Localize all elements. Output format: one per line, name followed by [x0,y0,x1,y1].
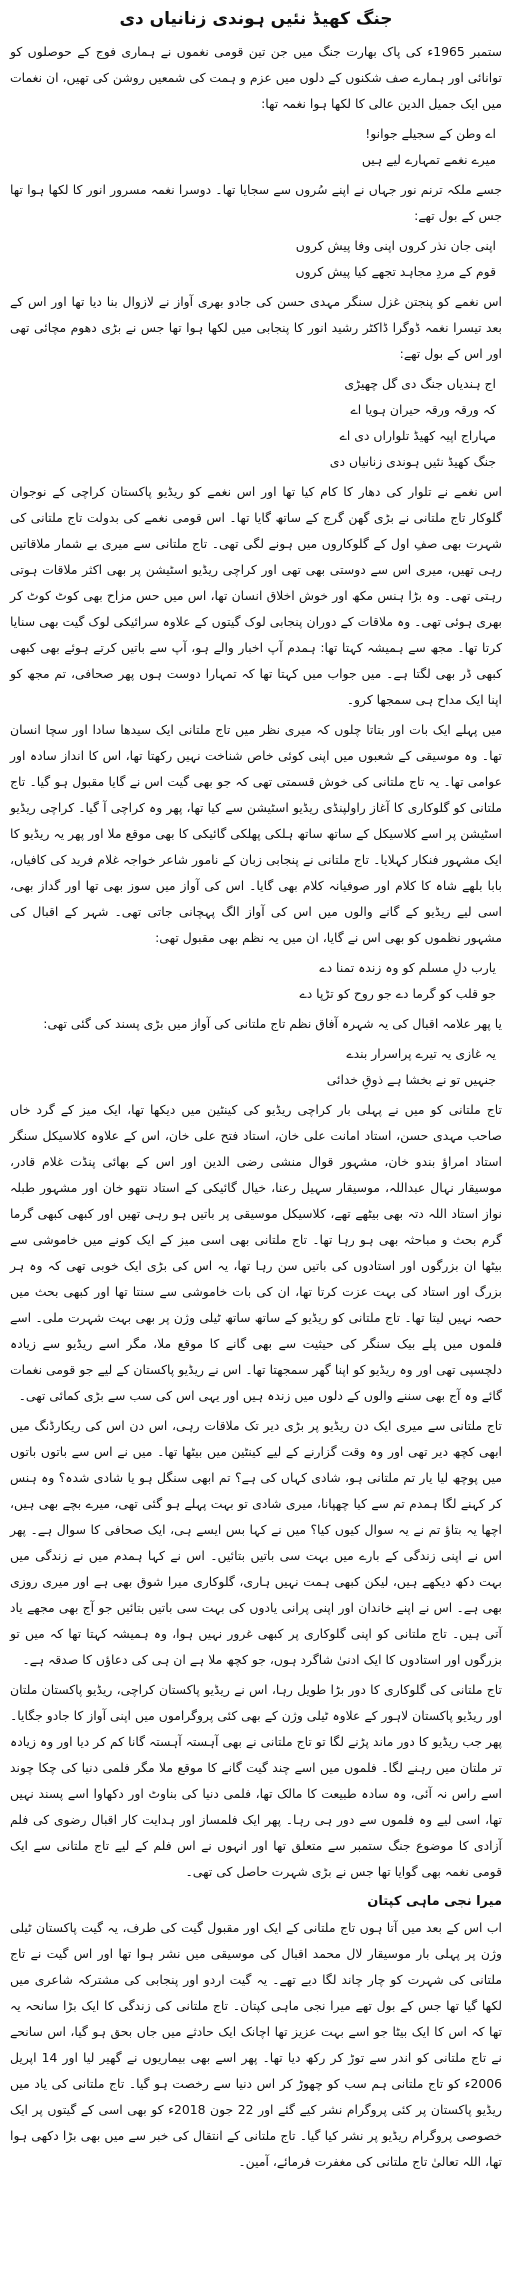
paragraph-10: اب اس کے بعد میں آتا ہوں تاج ملتانی کے ایک اور مقبول گیت کی طرف، یہ گیت پاکستان ٹیلی وژن پر پہلی بار موسیقار لال محمد اقبال کی موسیقی میں نشر ہوا تھا اور اس گیت نے تاج ملتانی کی شہرت کو چار چاند لگا دیے تھے۔ یہ گیت اردو اور پنجابی کی مشترکہ شاعری میں لکھا گیا تھا جس کے بول تھے میرا نجی ماہی کپتان۔ تاج ملتانی کی زندگی کا ایک بڑا سانحہ یہ تھا کہ اس کا ایک بیٹا جو اسے بہت عزیز تھا اچانک ایک حادثے میں جاں بحق ہو گیا، اس سانحے نے تاج ملتانی کو اندر سے توڑ کر رکھ دیا تھا۔ پھر اسے بھی بیماریوں نے گھیر لیا اور 14 اپریل 2006ء کو تاج ملتانی ہم سب کو چھوڑ کر اس دنیا سے رخصت ہو گیا۔ تاج ملتانی کی یاد میں ریڈیو پاکستان پر کئی پروگرام نشر کیے گئے اور 22 جون 2018ء کو بھی اسی کے گیتوں پر ایک خصوصی پروگرام ریڈیو پر نشر کیا گیا۔ تاج ملتانی کے انتقال کی خبر سے میں بھی بڑا دکھی ہوا تھا، اللہ تعالیٰ تاج ملتانی کی مغفرت فرمائے، آمین۔ [10,1920,503,2169]
verse-line: جو قلب کو گرما دے جو روح کو تڑپا دے [299,986,496,1001]
verse-line: یارب دلِ مسلم کو وہ زندہ تمنا دے [319,960,496,975]
sub-heading: میرا نجی ماہی کپتان [367,1894,502,1909]
article-title: جنگ کھیڈ نئیں ہوندی زنانیاں دی [119,9,393,29]
paragraph-6: یا پھر علامہ اقبال کی یہ شہرہ آفاق نظم تاج ملتانی کی آواز میں بڑی پسند کی گئی تھی: [43,1016,502,1031]
verse-line: اج ہندیاں جنگ دی گل چھیڑی [344,376,496,391]
paragraph-4: اس نغمے نے تلوار کی دھار کا کام کیا تھا اور اس نغمے کو ریڈیو پاکستان کراچی کے نوجوان گلوکار تاج ملتانی نے بڑی گھن گرج کے ساتھ گایا تھا۔ اس قومی نغمے کی بدولت تاج ملتانی کی شہرت بھی صفِ اول کے گلوکاروں میں ہونے لگی تھی۔ تاج ملتانی سے میری بے شمار ملاقاتیں رہی تھیں، میری اس سے دوستی بھی تھی اور کراچی ریڈیو اسٹیشن پر بھی اکثر ملاقات ہوتی رہتی تھی۔ وہ بڑا ہنس مکھ اور خوش اخلاق انسان تھا، اس میں حس مزاح بھی کوٹ کوٹ کر بھری ہوئی تھی۔ وہ ملاقات کے دوران پنجابی لوک گیتوں کے علاوہ سرائیکی لوک گیت بھی سنایا کرتا تھا۔ مجھ سے ہمیشہ کہتا تھا: ہمدم آپ اخبار والے ہو، آپ سے باتیں کرتے ہوئے بھی کبھی کبھی ڈر بھی لگتا ہے۔ میں جواب میں کہتا تھا کہ تمہارا دوست ہوں پھر صحافی، تم مجھ کو اپنا ایک مداح ہی سمجھا کرو۔ [10,484,502,707]
verse-block-3 [10,371,502,475]
paragraph-9: تاج ملتانی کی گلوکاری کا دور بڑا طویل رہا، اس نے ریڈیو پاکستان کراچی، ریڈیو پاکستان ملتان اور ریڈیو پاکستان لاہور کے علاوہ ٹیلی وژن کے بھی کئی پروگراموں میں اپنی آواز کا جادو جگایا۔ پھر جب ریڈیو کا دور ماند پڑنے لگا تو تاج ملتانی نے بھی آہستہ آہستہ گانا کم کر دیا اور وہ زیادہ تر ملتان میں رہنے لگا۔ فلموں میں اسے چند گیت گانے کا موقع ملا مگر فلمی دنیا کی چکا چوند اسے راس نہ آئی، وہ سادہ طبیعت کا مالک تھا، فلمی دنیا کی بناوٹ اور دکھاوا اسے پسند نہیں تھا، اسی لیے وہ فلموں سے دور ہی رہا۔ پھر ایک فلمساز اور ہدایت کار اقبال رضوی کی فلم آزادی کا موضوع جنگ ستمبر سے متعلق تھا اور انہوں نے اس فلم کے لیے تاج ملتانی سے ایک قومی نغمہ بھی گوایا تھا جس نے بڑی شہرت حاصل کی تھی۔ [10,1682,502,1879]
paragraph-7: تاج ملتانی کو میں نے پہلی بار کراچی ریڈیو کی کینٹین میں دیکھا تھا، ایک میز کے گرد خاں صاحب مہدی حسن، استاد امانت علی خان، استاد فتح علی خان، اس کے علاوہ کلاسیکل سنگر استاد امراؤ بندو خان، مشہور قوال منشی رضی الدین اور اس کے بھائی پنڈت غلام قادر، موسیقار نہال عبداللہ، موسیقار سہیل رعنا، خیال گائیکی کے استاد نتھو خان اور مشہور طبلہ نواز استاد اللہ دتہ بھی بیٹھے تھے، کلاسیکل موسیقی پر باتیں ہو رہی تھیں اور کبھی کبھی گرما گرم بحث و مباحثہ بھی ہو رہا تھا۔ تاج ملتانی بھی اسی میز کے ایک کونے میں خاموشی سے بیٹھا ان بزرگوں اور استادوں کی باتیں سن رہا تھا، یہ اس کی بڑی ایک خوبی تھی کہ وہ ہر بزرگ اور استاد کی بہت عزت کرتا تھا، ان کی بات خاموشی سے سنتا تھا اور کبھی بحث میں حصہ نہیں لیتا تھا۔ تاج ملتانی کو ریڈیو کے ساتھ ساتھ ٹیلی وژن پر بھی بہت شہرت ملی۔ اسے فلموں میں پلے بیک سنگر کی حیثیت سے بھی گانے کا موقع ملا، مگر اسے ریڈیو سے زیادہ دلچسپی تھی اور وہ ریڈیو کو اپنا گھر سمجھتا تھا۔ اس نے ریڈیو پاکستان کے لیے جو قومی نغمات گائے وہ آج بھی سننے والوں کے دلوں میں زندہ ہیں اور یہی اس کی سب سے بڑی کمائی تھی۔ [10,1102,502,1403]
verse-line: یہ غازی یہ تیرے پراسرار بندے [346,1046,496,1061]
verse-block-2 [10,233,502,285]
verse-line: جنہیں تو نے بخشا ہے ذوقِ خدائی [326,1072,496,1087]
verse-line: کہ ورقہ ورقہ حیران ہویا اے [350,402,496,417]
verse-block-1 [10,121,502,173]
paragraph-2: جسے ملکہ ترنم نور جہاں نے اپنے سُروں سے سجایا تھا۔ دوسرا نغمہ مسرور انور کا لکھا ہوا تھا جس کے بول تھے: [10,182,502,223]
paragraph-3: اس نغمے کو پنجتن غزل سنگر مہدی حسن کی جادو بھری آواز نے لازوال بنا دیا تھا اور اس کے بعد تیسرا نغمہ ڈوگرا ڈاکٹر رشید انور کا پنجابی میں لکھا ہوا تھا جس نے بڑی دھوم مچائی تھی اور اس کے بول تھے: [10,294,502,361]
verse-line: جنگ کھیڈ نئیں ہوندی زنانیاں دی [329,454,496,469]
paragraph-8: تاج ملتانی سے میری ایک دن ریڈیو پر بڑی دیر تک ملاقات رہی، اس دن اس کی ریکارڈنگ میں ابھی کچھ دیر تھی اور وہ وقت گزارنے کے لیے کینٹین میں بیٹھا تھا۔ میں نے اس سے باتوں باتوں میں پوچھ لیا یار تم ملتانی ہو، شادی کہاں کی ہے؟ تم ابھی سنگل ہو یا شادی شدہ؟ وہ ہنس کر کہنے لگا ہمدم تم سے کیا چھپانا، میری شادی تو بہت پہلے ہو گئی تھی، میرے بچے بھی ہیں، اچھا یہ بتاؤ تم نے یہ سوال کیوں کیا؟ میں نے کہا بس ایسے ہی، ایک صحافی کا سوال ہے۔ پھر اس نے اپنی زندگی کے بارے میں بہت سی باتیں بتائیں۔ اس نے کہا ہمدم میں نے زندگی میں بہت دکھ دیکھے ہیں، لیکن کبھی ہمت نہیں ہاری، گلوکاری میرا شوق بھی ہے اور میری روزی بھی ہے۔ اس نے اپنے خاندان اور اپنی پرانی یادوں کی بہت سی باتیں بتائیں جو آج بھی مجھے یاد آتی ہیں۔ تاج ملتانی کو اپنی گلوکاری پر کبھی غرور نہیں ہوا، وہ ہمیشہ کہتا تھا کہ میں تو بزرگوں اور استادوں کا ایک ادنیٰ شاگرد ہوں، جو کچھ ملا ہے ان ہی کی دعاؤں کا صدقہ ہے۔ [10,1418,502,1667]
verse-line: میرے نغمے تمہارے لیے ہیں [361,152,496,167]
verse-line: مہاراج اپیہ کھیڈ تلواراں دی اے [339,428,496,443]
verse-line: اے وطن کے سجیلے جوانو! [365,126,496,141]
verse-block-5 [10,1041,502,1093]
verse-block-4 [10,955,502,1007]
paragraph-5: میں پہلے ایک بات اور بتاتا چلوں کہ میری نظر میں تاج ملتانی ایک سیدھا سادا اور سچا انسان تھا۔ وہ موسیقی کے شعبوں میں اپنی کوئی خاص شناخت نہیں رکھتا تھا، اس کا انداز سادہ اور عوامی تھا۔ یہ تاج ملتانی کی خوش قسمتی تھی کہ جو بھی گیت اس نے گایا مقبول ہو گیا۔ تاج ملتانی کو گلوکاری کا آغاز راولپنڈی ریڈیو اسٹیشن سے کیا تھا، پھر وہ کراچی آ گیا۔ کراچی ریڈیو اسٹیشن پر اسے کلاسیکل کے ساتھ ساتھ ہلکی پھلکی گائیکی کا بھی موقع ملا اور پھر یہ ریڈیو کا ایک مشہور فنکار کہلایا۔ تاج ملتانی نے پنجابی زبان کے نامور شاعر خواجہ غلام فرید کی کافیاں، بابا بلھے شاہ کا کلام اور صوفیانہ کلام بھی گایا۔ اس کی آواز میں سوز بھی تھا اور گداز بھی، اسی لیے ریڈیو کے گانے والوں میں اس کی آواز الگ پہچانی جاتی تھی۔ شہر کے اقبال کی مشہور نظموں کو بھی اس نے گایا، ان میں یہ نظم بھی مقبول تھی: [10,722,502,945]
verse-line: قوم کے مردِ مجاہد تجھے کیا پیش کروں [295,264,496,279]
paragraph-1: ستمبر 1965ء کی پاک بھارت جنگ میں جن تین قومی نغموں نے ہماری فوج کے حوصلوں کو توانائی اور ہمارے صف شکنوں کے دلوں میں عزم و ہمت کی شمعیں روشن کی تھیں، ان نغمات میں ایک جمیل الدین عالی کا لکھا ہوا نغمہ تھا: [10,44,502,111]
verse-line: اپنی جان نذر کروں اپنی وفا پیش کروں [295,238,496,253]
